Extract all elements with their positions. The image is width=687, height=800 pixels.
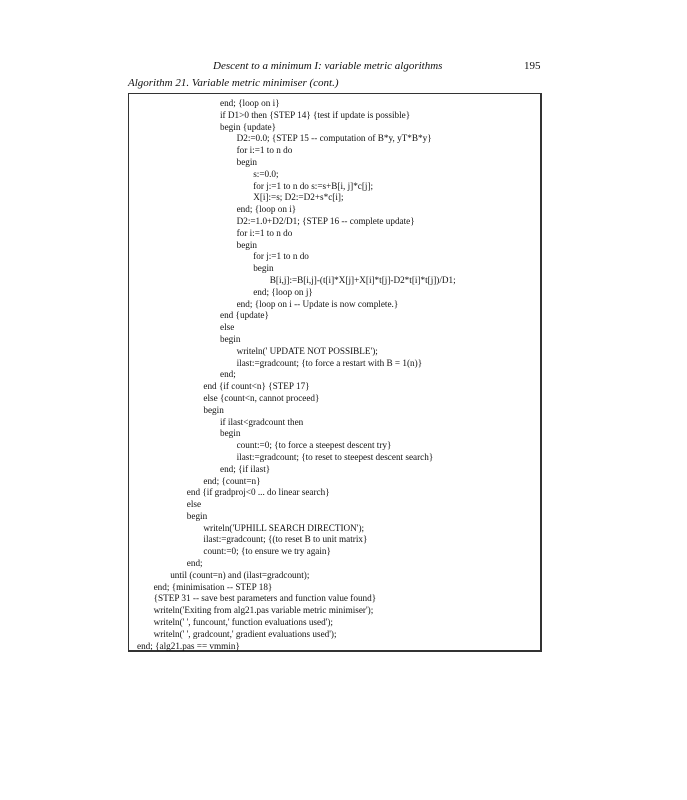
code-line: begin <box>220 428 241 439</box>
code-line: for i:=1 to n do <box>236 145 293 156</box>
code-line: end {update} <box>220 310 269 321</box>
code-line: end {if count<n} {STEP 17} <box>203 381 310 392</box>
page-header <box>0 60 687 74</box>
code-line: s:=0.0; <box>253 168 279 179</box>
code-line: else <box>186 499 202 510</box>
page-number: 195 <box>524 60 541 72</box>
code-line: for j:=1 to n do s:=s+B[i, j]*c[j]; <box>253 180 374 191</box>
code-line: else {count<n, cannot proceed} <box>203 392 320 403</box>
code-line: begin <box>203 404 224 415</box>
code-line: for i:=1 to n do <box>236 227 293 238</box>
code-line: ilast:=gradcount; {(to reset B to unit matrix} <box>203 534 368 545</box>
code-line: end; {loop on i -- Update is now complete.} <box>236 298 399 309</box>
code-line: B[i,j]:=B[i,j]-(t[i]*X[j]+X[i]*t[j]-D2*t[i]*t[j])/D1; <box>269 274 456 285</box>
code-line: end; {loop on i} <box>220 98 280 108</box>
code-line: {STEP 31 -- save best parameters and function value found} <box>153 593 377 604</box>
code-line: end; <box>220 369 236 380</box>
algorithm-caption: Algorithm 21. Variable metric minimiser (cont.) <box>128 77 339 89</box>
code-line: end; {minimisation -- STEP 18} <box>153 581 273 592</box>
code-line: ilast:=gradcount; {to reset to steepest descent search} <box>236 451 434 462</box>
code-line: writeln(' UPDATE NOT POSSIBLE'); <box>236 345 378 356</box>
code-line: begin <box>236 239 258 250</box>
code-line: writeln(' ', gradcount,' gradient evaluations used'); <box>153 628 337 639</box>
code-line: begin <box>186 510 208 521</box>
code-line: for j:=1 to n do <box>253 251 309 262</box>
code-line: ilast:=gradcount; {to force a restart with B = 1(n)} <box>236 357 423 368</box>
code-line: D2:=1.0+D2/D1; {STEP 16 -- complete update} <box>236 215 415 226</box>
code-line: until (count=n) and (ilast=gradcount); <box>170 569 310 580</box>
code-line: count:=0; {to ensure we try again} <box>203 546 331 557</box>
code-line: if D1>0 then {STEP 14} {test if update is possible} <box>220 109 411 120</box>
code-listing <box>129 98 540 652</box>
code-line: end; <box>186 558 203 569</box>
code-line: begin <box>236 156 258 167</box>
code-line: begin <box>253 263 274 274</box>
running-title: Descent to a minimum I: variable metric algorithms <box>213 60 443 72</box>
code-line: count:=0; {to force a steepest descent try} <box>236 440 392 451</box>
code-line: else <box>220 322 235 333</box>
code-line: writeln('UPHILL SEARCH DIRECTION'); <box>203 522 365 533</box>
code-line: begin {update} <box>220 121 277 132</box>
code-line: D2:=0.0; {STEP 15 -- computation of B*y, yT*B*y} <box>236 133 432 144</box>
code-line: end; {if ilast} <box>220 463 271 474</box>
code-line: writeln('Exiting from alg21.pas variable metric minimiser'); <box>153 605 374 616</box>
code-line: if ilast<gradcount then <box>220 416 304 427</box>
code-listing-box <box>128 93 542 652</box>
code-line: end; {loop on j} <box>253 286 313 297</box>
code-line: writeln(' ', funcount,' function evaluations used'); <box>153 617 333 628</box>
code-line: end; {alg21.pas == vmmin} <box>137 640 240 651</box>
code-line: X[i]:=s; D2:=D2+s*c[i]; <box>253 192 344 203</box>
code-line: begin <box>220 333 241 344</box>
code-line: end {if gradproj<0 ... do linear search} <box>186 487 330 498</box>
code-line: end; {loop on i} <box>236 204 297 215</box>
code-line: end; {count=n} <box>203 475 261 486</box>
